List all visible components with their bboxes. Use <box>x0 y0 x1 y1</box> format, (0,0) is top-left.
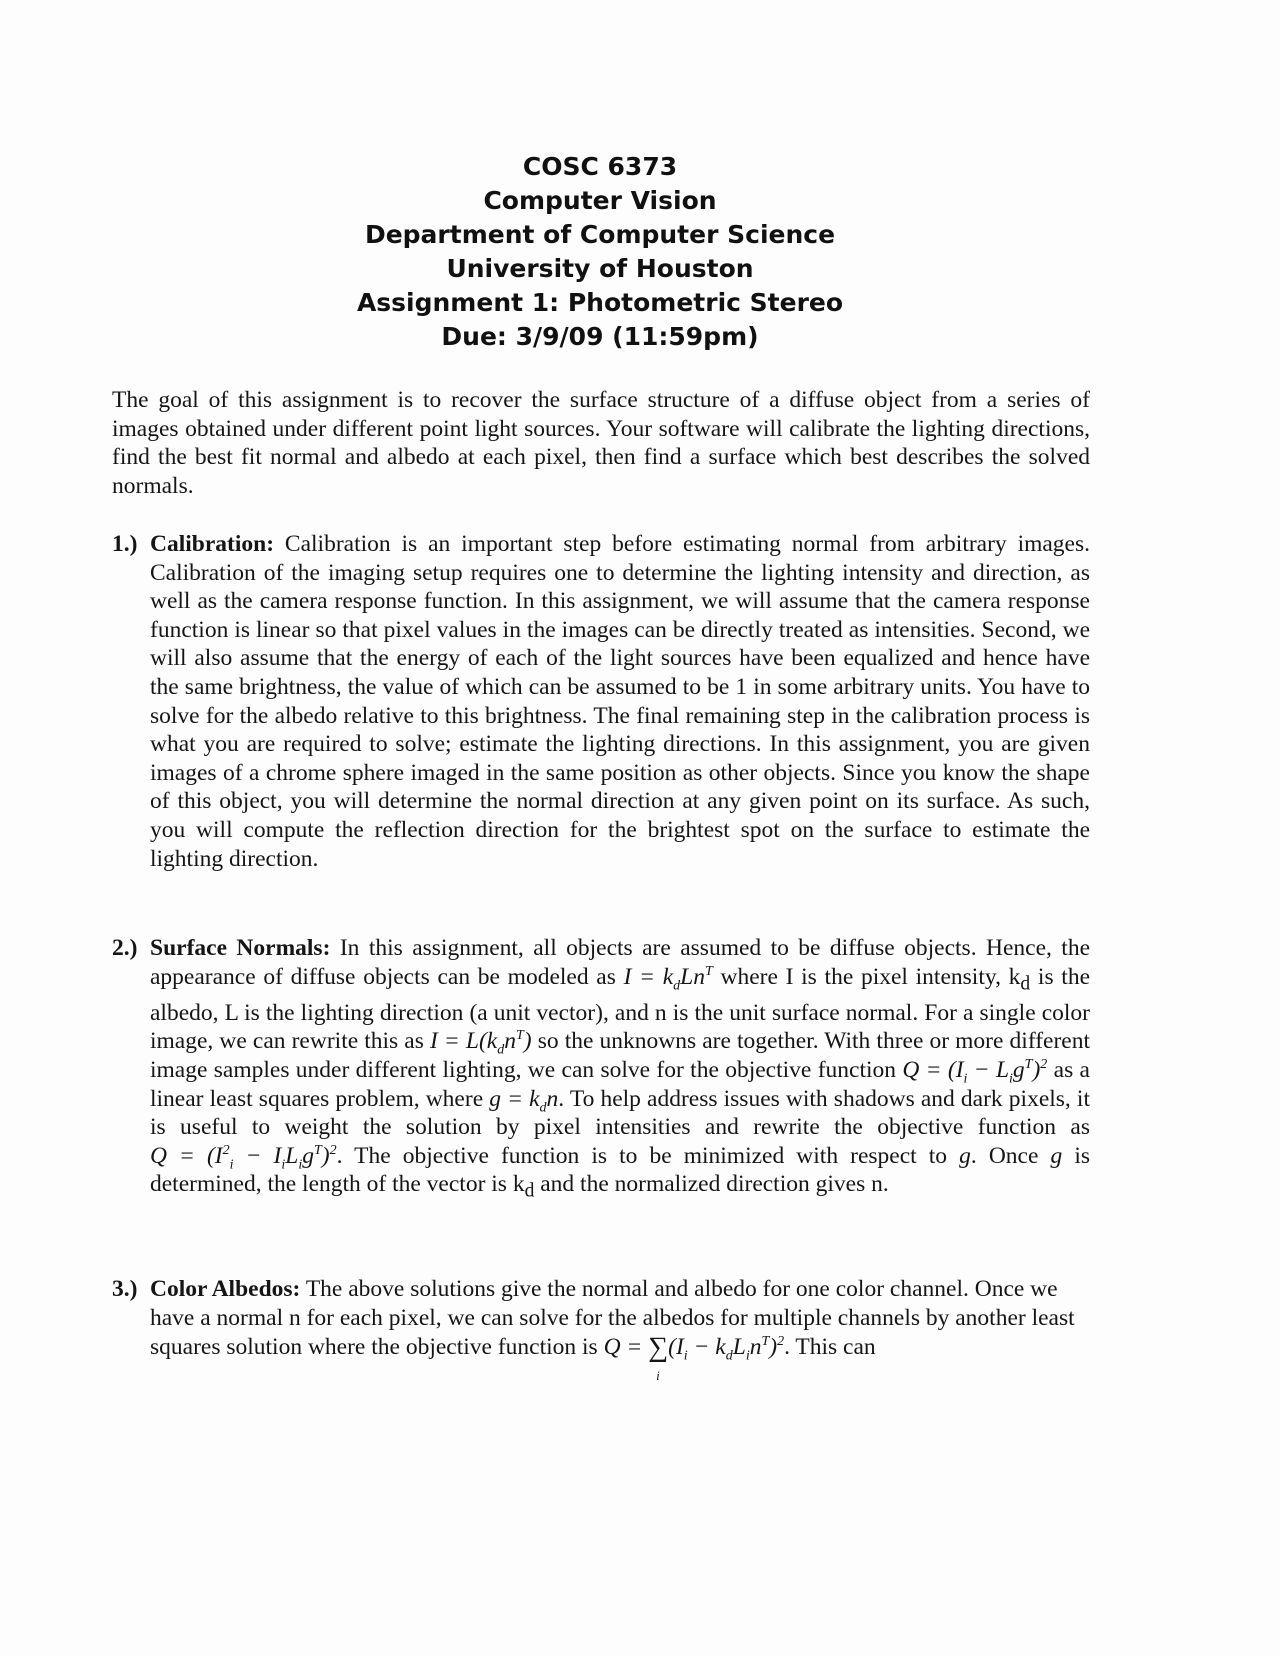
variable-g: g <box>959 1142 971 1169</box>
section-surface-normals <box>112 934 1090 1207</box>
course-title: Computer Vision <box>483 186 717 215</box>
section-number: 1.) <box>112 531 138 557</box>
equation-weighted-objective: $Q = (I^2_i - I_iL_ig^T)^2$ <box>150 1142 337 1173</box>
section-text: In this assignment, all objects are assumed to be diffuse objects. Hence, the appearance of diffuse objects can be modeled as <box>150 935 1091 990</box>
subscript-d: d <box>524 1181 535 1203</box>
section-text: and the normalized direction gives n. <box>540 1171 889 1198</box>
section-text: Calibration is an important step before estimating normal from arbitrary images. Calibration of the imaging setup requires one to determine the lighting intensity and direction, as well as the camera response function. In this assignment, we will assume that the camera response function is linear so that pixel values in the images can be directly treated as intensities. Second, we will also assume that the energy of each of the light sources have been equalized and hence have the same brightness, the value of which can be assumed to be 1 in some arbitrary units. You have to solve for the albedo relative to this brightness. The final remaining step in the calibration process is what you are required to solve; estimate the lighting directions. In this assignment, you are given images of a chrome sphere imaged in the same position as other objects. Since you know the shape of this object, you will determine the normal direction at any given point on its surface. As such, you will compute the reflection direction for the brightest spot on the surface to estimate the lighting direction. <box>150 531 1091 872</box>
university-name: University of Houston <box>446 254 754 283</box>
section-number: 3.) <box>112 1276 138 1302</box>
intro-paragraph: The goal of this assignment is to recover the surface structure of a diffuse object from a series of images obtained under different point light sources. Your software will calibrate the lighting directions, find the best fit normal and albedo at each pixel, then find a surface which best describes the solved normals. <box>112 387 1090 499</box>
section-text: is determined, the length of the vector is k <box>150 1142 1091 1198</box>
section-heading: Calibration: <box>150 531 275 557</box>
variable-g: g <box>1050 1142 1063 1169</box>
course-code: COSC 6373 <box>522 152 678 181</box>
equation-albedo-objective: Q = ∑ i $(I_i - k_dL_in^T)^2$ <box>603 1332 785 1384</box>
subscript-d: d <box>1020 973 1031 995</box>
section-text: where I is the pixel intensity, k <box>720 963 1021 990</box>
section-text: . Once <box>970 1142 1039 1169</box>
section-color-albedos <box>112 1275 1090 1384</box>
department-name: Department of Computer Science <box>364 220 836 249</box>
due-date: Due: 3/9/09 (11:59pm) <box>441 322 759 351</box>
section-text: The above solutions give the normal and albedo for one color channel. Once we have a normal n for each pixel, we can solve for the albedos for multiple channels by another least squares solution where the objective function is <box>150 1276 1075 1361</box>
assignment-title: Assignment 1: Photometric Stereo <box>356 288 844 317</box>
section-text: . To help address issues with shadows and dark pixels, it is useful to weight the solution by pixel intensities and rewrite the objective function as <box>150 1085 1090 1141</box>
equation-diffuse-model: $I = k_dLn^T$ <box>623 963 713 994</box>
section-text: is the albedo, L is the lighting direction (a unit vector), and n is the unit surface normal. For a single color image, we can rewrite this as <box>150 963 1091 1055</box>
section-text: so the unknowns are together. With three or more different image samples under different lighting, we can solve for the objective function <box>150 1028 1091 1084</box>
section-text: . This can <box>784 1334 876 1361</box>
section-calibration <box>112 530 1090 873</box>
section-text: . The objective function is to be minimized with respect to <box>336 1142 948 1169</box>
equation-rewrite: $I = L(k_dn^T)$ <box>430 1028 532 1059</box>
title-block <box>290 150 910 354</box>
equation-objective: $Q = (I_i - L_ig^T)^2$ <box>902 1057 1048 1087</box>
equation-g: $g = k_dn$ <box>489 1085 559 1116</box>
section-heading: Surface Normals: <box>150 935 331 961</box>
section-number: 2.) <box>112 935 138 961</box>
section-text: as a linear least squares problem, where <box>150 1057 1090 1112</box>
section-heading: Color Albedos: <box>150 1276 301 1302</box>
